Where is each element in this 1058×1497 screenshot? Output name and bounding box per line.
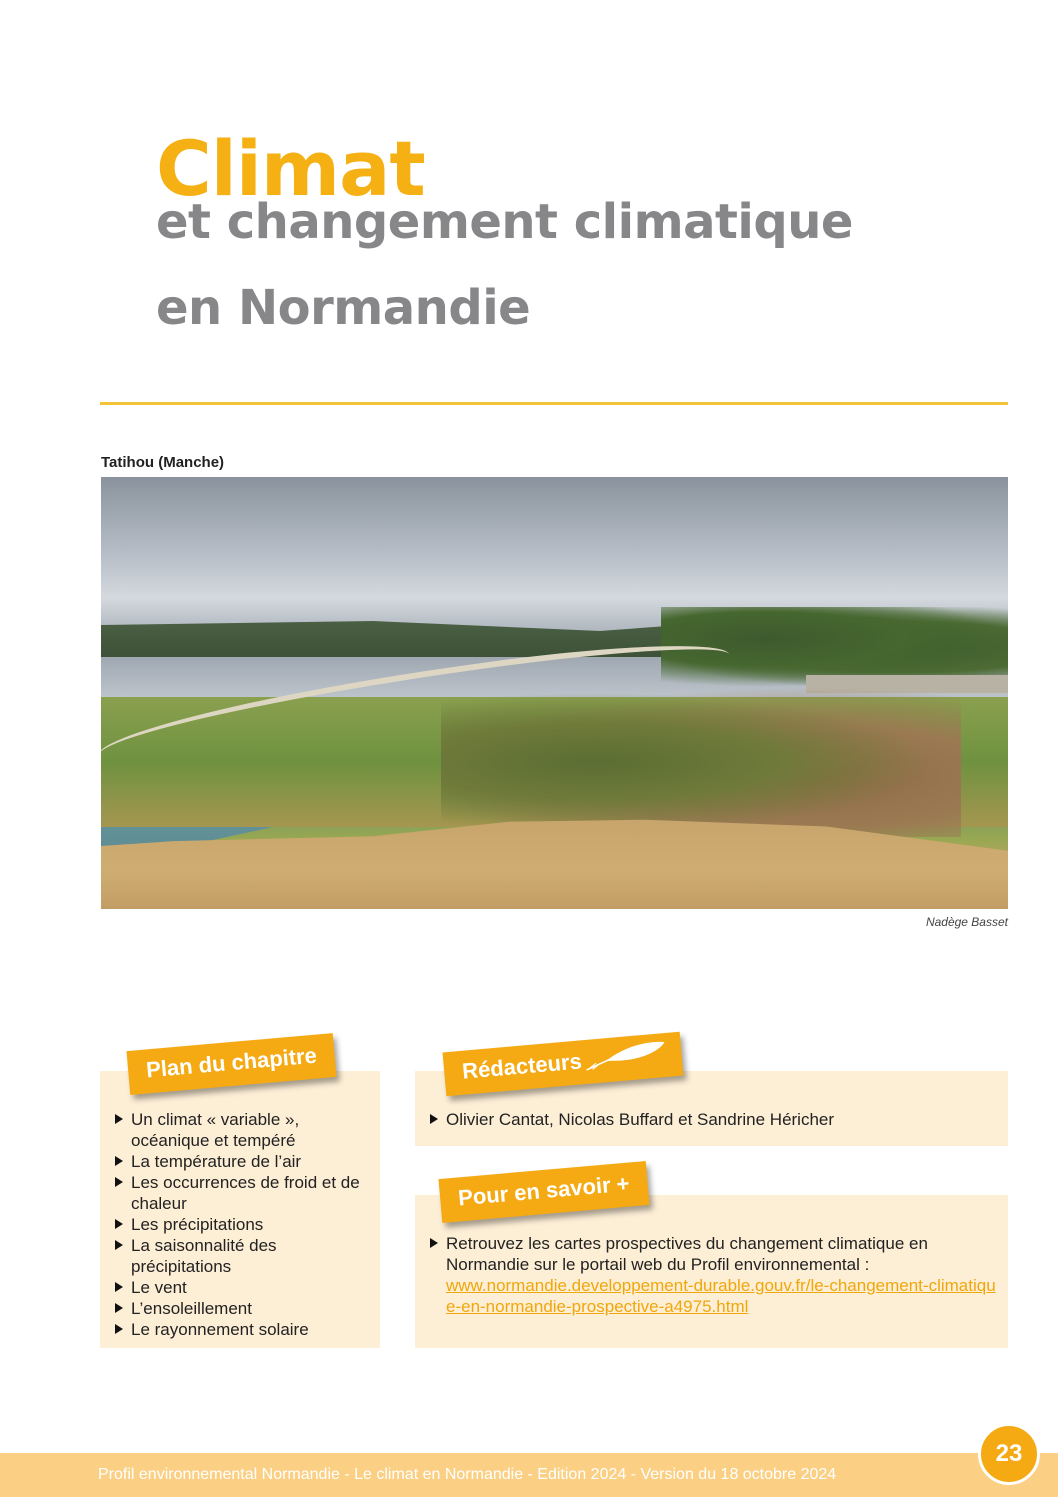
list-item [430,1233,1000,1317]
plan-list [115,1109,375,1340]
title-divider [100,402,1008,405]
triangle-bullet-icon [115,1324,123,1334]
list-item: La saisonnalité des précipitations [115,1235,375,1277]
prospective-maps-link[interactable]: www.normandie.developpement-durable.gouv.fr/le-changement-climatique-en-normandie-prospective-a4975.html [446,1276,996,1316]
list-item: Les précipitations [115,1214,375,1235]
photo-caption: Tatihou (Manche) [101,454,225,471]
list-item: Un climat « variable », océanique et tempéré [115,1109,375,1151]
triangle-bullet-icon [430,1114,438,1124]
list-item: Les occurrences de froid et de chaleur [115,1172,375,1214]
list-item: Le rayonnement solaire [115,1319,375,1340]
feather-icon [582,1039,668,1072]
list-item: La température de l’air [115,1151,375,1172]
landscape-photo [101,477,1008,909]
photo-credit: Nadège Basset [925,915,1008,929]
redacteurs-list [430,1109,1000,1130]
plan-heading: Plan du chapitre [126,1033,336,1095]
triangle-bullet-icon [430,1238,438,1248]
list-item: Olivier Cantat, Nicolas Buffard et Sandrine Héricher [430,1109,1000,1130]
triangle-bullet-icon [115,1177,123,1187]
triangle-bullet-icon [115,1240,123,1250]
triangle-bullet-icon [115,1219,123,1229]
triangle-bullet-icon [115,1114,123,1124]
redacteurs-heading: Rédacteurs [443,1032,684,1097]
savoir-text: Retrouvez les cartes prospectives du changement climatique en Normandie sur le portail web du Profil environnemental : [446,1234,928,1274]
triangle-bullet-icon [115,1282,123,1292]
page-title: Climat [156,123,425,213]
photo-bush [441,687,961,837]
savoir-list [430,1233,1000,1317]
savoir-heading: Pour en savoir + [438,1161,649,1223]
triangle-bullet-icon [115,1156,123,1166]
page-subtitle-line2: en Normandie [156,280,531,336]
page-number-badge: 23 [978,1423,1040,1485]
list-item: L’ensoleillement [115,1298,375,1319]
list-item: Le vent [115,1277,375,1298]
footer-text: Profil environnemental Normandie - Le climat en Normandie - Edition 2024 - Version du 18 octobre 2024 [98,1466,837,1483]
page-subtitle-line1: et changement climatique [156,194,853,250]
triangle-bullet-icon [115,1303,123,1313]
